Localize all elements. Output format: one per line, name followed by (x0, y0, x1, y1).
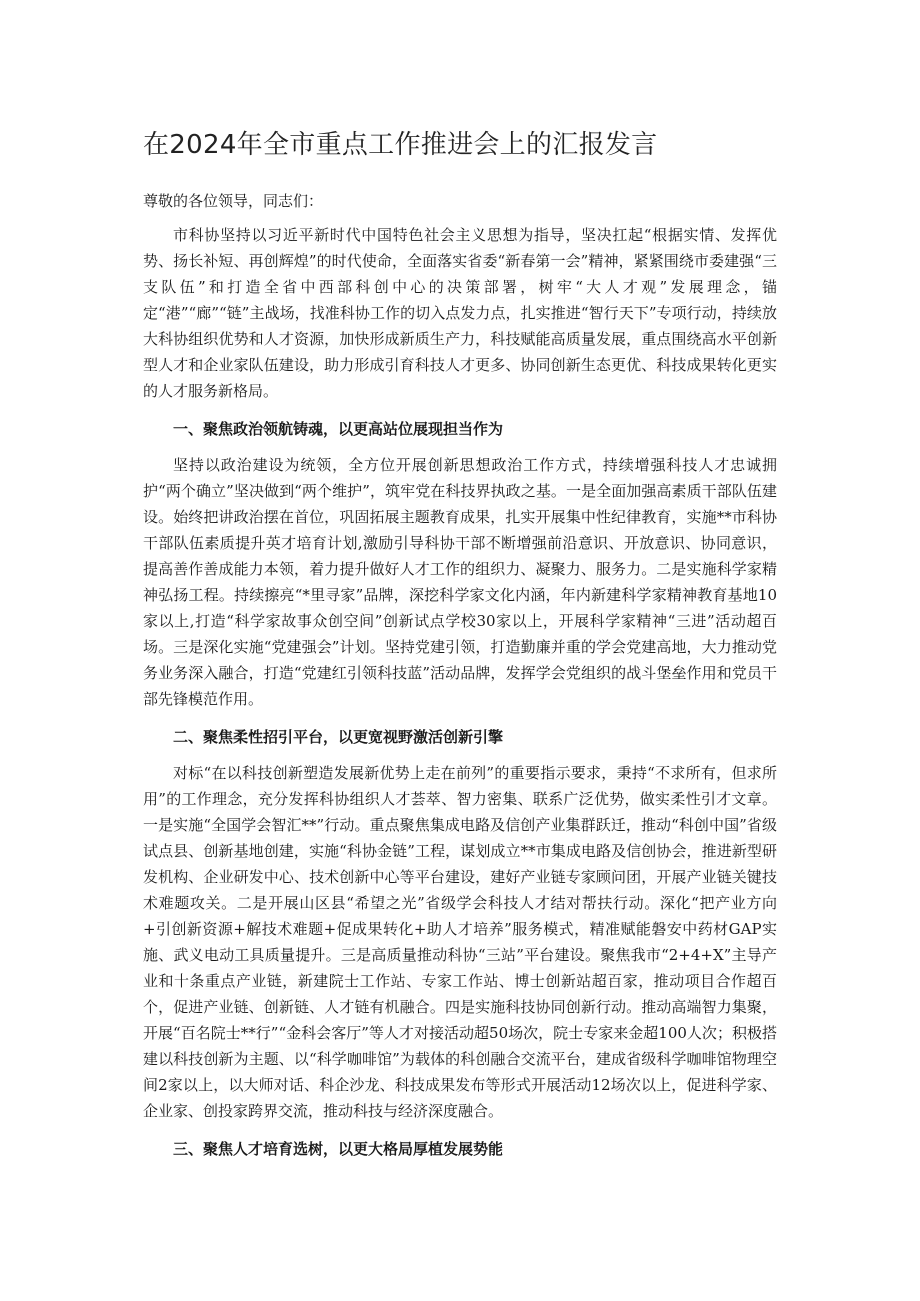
section-body-2: 对标“在以科技创新塑造发展新优势上走在前列”的重要指示要求，秉持“不求所有，但求所用”的工作理念，充分发挥科协组织人才荟萃、智力密集、联系广泛优势，做实柔性引才文章。一是实施“全国学会智汇**”行动。重点聚焦集成电路及信创产业集群跃迁，推动“科创中国”省级试点县、创新基地创建，实施“科协金链”工程，谋划成立**市集成电路及信创协会，推进新型研发机构、企业研发中心、技术创新中心等平台建设，建好产业链专家顾问团，开展产业链关键技术难题攻关。二是开展山区县“希望之光”省级学会科技人才结对帮扶行动。深化“把产业方向+引创新资源+解技术难题+促成果转化+助人才培养”服务模式，精准赋能磐安中药材GAP实施、武义电动工具质量提升。三是高质量推动科协“三站”平台建设。聚焦我市“2+4+X”主导产业和十条重点产业链，新建院士工作站、专家工作站、博士创新站超百家，推动项目合作超百个，促进产业链、创新链、人才链有机融合。四是实施科技协同创新行动。推动高端智力集聚，开展“百名院士**行”“金科会客厅”等人才对接活动超50场次，院士专家来金超100人次；积极搭建以科技创新为主题、以“科学咖啡馆”为载体的科创融合交流平台，建成省级科学咖啡馆物理空间2家以上，以大师对话、科企沙龙、科技成果发布等形式开展活动12场次以上，促进科学家、企业家、创投家跨界交流，推动科技与经济深度融合。 (143, 764, 777, 1120)
document-title: 在2024年全市重点工作推进会上的汇报发言 (143, 130, 658, 160)
section-heading-2: 二、聚焦柔性招引平台，以更宽视野激活创新引擎 (173, 728, 504, 746)
salutation: 尊敬的各位领导，同志们： (143, 192, 324, 210)
section-heading-3: 三、聚焦人才培育选树，以更大格局厚植发展势能 (173, 1140, 504, 1158)
intro-paragraph: 市科协坚持以习近平新时代中国特色社会主义思想为指导，坚决扛起“根据实情、发挥优势、扬长补短、再创辉煌”的时代使命，全面落实省委“新春第一会”精神，紧紧围绕市委建强“三支队伍”和打造全省中西部科创中心的决策部署，树牢“大人才观”发展理念，锚定“港”“廊”“链”主战场，找准科协工作的切入点发力点，扎实推进“智行天下”专项行动，持续放大科协组织优势和人才资源，加快形成新质生产力，科技赋能高质量发展，重点围绕高水平创新型人才和企业家队伍建设，助力形成引育科技人才更多、协同创新生态更优、科技成果转化更实的人才服务新格局。 (143, 226, 777, 400)
section-body-1: 坚持以政治建设为统领，全方位开展创新思想政治工作方式，持续增强科技人才忠诚拥护“两个确立”坚决做到“两个维护”，筑牢党在科技界执政之基。一是全面加强高素质干部队伍建设。始终把讲政治摆在首位，巩固拓展主题教育成果，扎实开展集中性纪律教育，实施**市科协干部队伍素质提升英才培育计划,激励引导科协干部不断增强前沿意识、开放意识、协同意识，提高善作善成能力本领，着力提升做好人才工作的组织力、凝聚力、服务力。二是实施科学家精神弘扬工程。持续擦亮“*里寻家”品牌，深挖科学家文化内涵，年内新建科学家精神教育基地10家以上,打造“科学家故事众创空间”创新试点学校30家以上，开展科学家精神“三进”活动超百场。三是深化实施“党建强会”计划。坚持党建引领，打造勤廉并重的学会党建高地，大力推动党务业务深入融合，打造“党建红引领科技蓝”活动品牌，发挥学会党组织的战斗堡垒作用和党员干部先锋模范作用。 (143, 456, 777, 708)
section-heading-1: 一、聚焦政治领航铸魂，以更高站位展现担当作为 (173, 420, 504, 438)
